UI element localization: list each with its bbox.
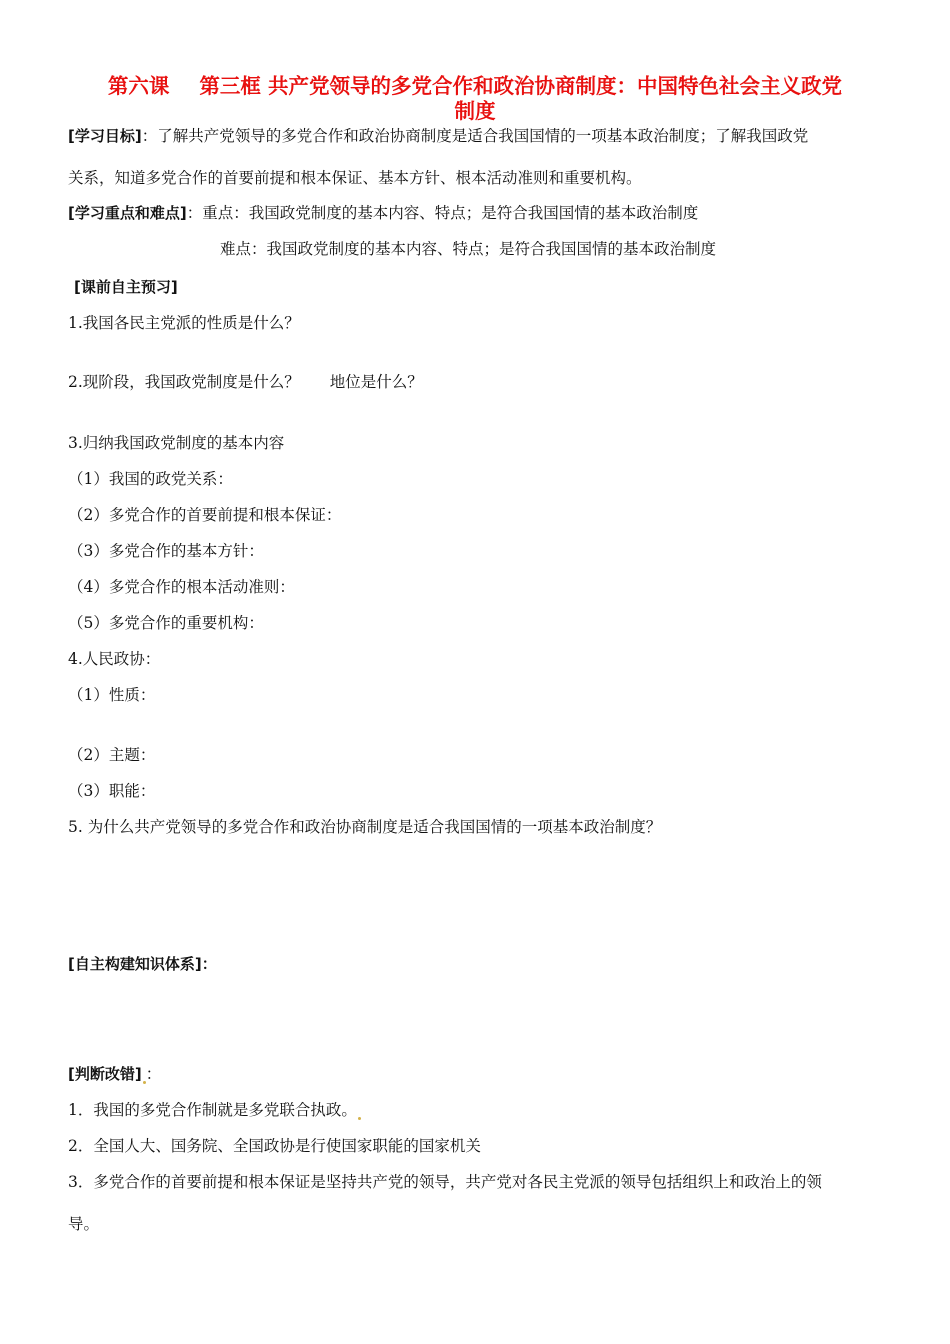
q3-item-2: （2）多党合作的首要前提和根本保证：: [68, 506, 342, 524]
judge-heading-colon: ：: [145, 1065, 162, 1083]
q3-item-3: （3）多党合作的基本方针：: [68, 542, 264, 560]
q4-item-3: （3）职能：: [68, 782, 156, 800]
q4-item-1: （1）性质：: [68, 686, 156, 704]
judge-heading: [68, 1064, 161, 1084]
q3-item-4: （4）多党合作的根本活动准则：: [68, 578, 295, 596]
preview-heading: [课前自主预习]: [74, 278, 178, 296]
judge-item-3: 3．多党合作的首要前提和根本保证是坚持共产党的领导，共产党对各民主党派的领导包括组织上和政治上的领: [68, 1173, 822, 1191]
objectives-text-2: 关系，知道多党合作的首要前提和根本保证、基本方针、根本活动准则和重要机构。: [68, 169, 642, 187]
preview-question-2a: 2.现阶段，我国政党制度是什么？: [68, 373, 300, 391]
preview-question-4: 4.人民政协：: [68, 650, 161, 668]
q3-item-5: （5）多党合作的重要机构：: [68, 614, 264, 632]
key-points-text: ：重点：我国政党制度的基本内容、特点；是符合我国国情的基本政治制度: [186, 204, 699, 222]
knowledge-system-heading: [自主构建知识体系]：: [68, 955, 217, 973]
preview-question-1: 1.我国各民主党派的性质是什么？: [68, 314, 300, 332]
q3-item-1: （1）我国的政党关系：: [68, 470, 233, 488]
lesson-number: 第六课: [107, 74, 170, 98]
judge-item-1-text: 1．我国的多党合作制就是多党联合执政。: [68, 1101, 357, 1119]
judge-item-2: 2．全国人大、国务院、全国政协是行使国家职能的国家机关: [68, 1137, 481, 1155]
key-points-line: [68, 203, 698, 223]
frame-title-continued: 制度: [454, 99, 496, 123]
preview-question-2b: 地位是什么？: [329, 373, 423, 391]
objectives-text-1: ：了解共产党领导的多党合作和政治协商制度是适合我国国情的一项基本政治制度；了解我国政党: [141, 127, 809, 145]
judge-heading-label: [判断改错]: [68, 1065, 142, 1083]
preview-question-2: [68, 372, 423, 392]
judge-item-3-continued: 导。: [68, 1215, 100, 1233]
frame-title: 第三框 共产党领导的多党合作和政治协商制度：中国特色社会主义政党: [199, 74, 843, 98]
objectives-label: [学习目标]: [68, 127, 142, 145]
key-points-label: [学习重点和难点]: [68, 204, 187, 222]
judge-item-1: [68, 1100, 361, 1120]
preview-question-5: 5. 为什么共产党领导的多党合作和政治协商制度是适合我国国情的一项基本政治制度？: [68, 818, 662, 836]
lesson-title: [60, 74, 890, 124]
stray-mark: [358, 1117, 361, 1120]
objectives-line-1: [68, 126, 808, 146]
preview-question-3: 3.归纳我国政党制度的基本内容: [68, 434, 285, 452]
difficult-points-text: 难点：我国政党制度的基本内容、特点；是符合我国国情的基本政治制度: [220, 240, 717, 258]
q4-item-2: （2）主题：: [68, 746, 156, 764]
